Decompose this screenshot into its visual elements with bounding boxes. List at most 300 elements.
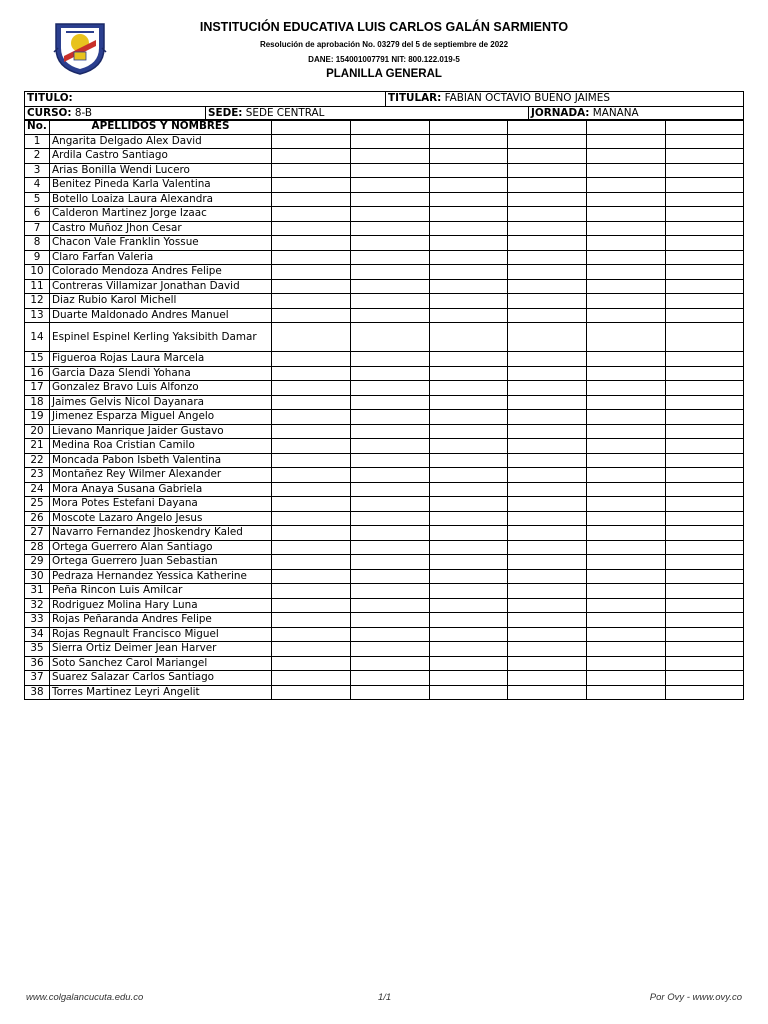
- grade-cell: [430, 482, 508, 497]
- grade-cell: [508, 511, 587, 526]
- grade-cell: [508, 584, 587, 599]
- table-row: [25, 279, 744, 294]
- grade-cell: [666, 598, 744, 613]
- grade-cell: [430, 671, 508, 686]
- grade-cell: [430, 685, 508, 700]
- grade-cell: [666, 395, 744, 410]
- grade-cell: [272, 366, 351, 381]
- student-number: 36: [25, 656, 50, 671]
- grade-cell: [508, 294, 587, 309]
- student-number: 19: [25, 410, 50, 425]
- jornada-value: MAÑANA: [592, 106, 639, 119]
- grade-cell: [508, 439, 587, 454]
- grade-column-header: [430, 120, 508, 135]
- grade-cell: [272, 308, 351, 323]
- student-name: Ortega Guerrero Alan Santiago: [50, 540, 272, 555]
- grade-cell: [430, 366, 508, 381]
- grade-cell: [666, 497, 744, 512]
- grade-cell: [272, 207, 351, 222]
- student-number: 17: [25, 381, 50, 396]
- grade-cell: [666, 366, 744, 381]
- grade-cell: [430, 163, 508, 178]
- grade-cell: [351, 685, 430, 700]
- grade-cell: [666, 192, 744, 207]
- grade-cell: [508, 468, 587, 483]
- titular-cell: [386, 92, 744, 107]
- student-number: 14: [25, 323, 50, 352]
- grade-cell: [666, 627, 744, 642]
- grade-cell: [587, 598, 666, 613]
- grade-cell: [351, 395, 430, 410]
- grade-cell: [351, 540, 430, 555]
- grade-cell: [666, 584, 744, 599]
- table-row: [25, 381, 744, 396]
- student-name: Suarez Salazar Carlos Santiago: [50, 671, 272, 686]
- table-row: [25, 569, 744, 584]
- table-row: [25, 308, 744, 323]
- student-number: 4: [25, 178, 50, 193]
- student-name: Calderon Martinez Jorge Izaac: [50, 207, 272, 222]
- table-row: [25, 685, 744, 700]
- grade-cell: [272, 584, 351, 599]
- grade-cell: [508, 381, 587, 396]
- grade-cell: [430, 555, 508, 570]
- student-name: Chacon Vale Franklin Yossue: [50, 236, 272, 251]
- grade-cell: [508, 642, 587, 657]
- grade-cell: [666, 526, 744, 541]
- grade-cell: [587, 482, 666, 497]
- student-number: 29: [25, 555, 50, 570]
- student-name: Contreras Villamizar Jonathan David: [50, 279, 272, 294]
- table-row: [25, 250, 744, 265]
- student-number: 13: [25, 308, 50, 323]
- student-number: 9: [25, 250, 50, 265]
- grade-cell: [351, 294, 430, 309]
- grade-cell: [666, 671, 744, 686]
- table-row: [25, 352, 744, 367]
- grade-cell: [430, 613, 508, 628]
- student-number: 25: [25, 497, 50, 512]
- table-row: [25, 163, 744, 178]
- grade-cell: [272, 395, 351, 410]
- grade-cell: [666, 207, 744, 222]
- student-name: Mora Anaya Susana Gabriela: [50, 482, 272, 497]
- student-name: Sierra Ortiz Deimer Jean Harver: [50, 642, 272, 657]
- curso-value: 8-B: [74, 106, 92, 119]
- grade-cell: [587, 453, 666, 468]
- student-name: Castro Muñoz Jhon Cesar: [50, 221, 272, 236]
- grade-cell: [666, 250, 744, 265]
- student-number: 27: [25, 526, 50, 541]
- table-row: [25, 627, 744, 642]
- grade-cell: [430, 598, 508, 613]
- institution-name: INSTITUCIÓN EDUCATIVA LUIS CARLOS GALÁN SARMIENTO: [199, 20, 569, 34]
- curso-label: CURSO:: [27, 106, 72, 119]
- student-name: Navarro Fernandez Jhoskendry Kaled: [50, 526, 272, 541]
- grade-cell: [587, 221, 666, 236]
- grade-cell: [508, 526, 587, 541]
- table-row: [25, 598, 744, 613]
- course-info-table: [24, 91, 744, 121]
- grade-cell: [351, 468, 430, 483]
- grade-cell: [587, 192, 666, 207]
- grade-cell: [272, 555, 351, 570]
- approval-resolution: Resolución de aprobación No. 03279 del 5 de septiembre de 2022: [259, 40, 509, 49]
- grade-cell: [666, 482, 744, 497]
- student-number: 33: [25, 613, 50, 628]
- student-name: Soto Sanchez Carol Mariangel: [50, 656, 272, 671]
- grade-cell: [508, 453, 587, 468]
- grade-cell: [272, 424, 351, 439]
- student-number: 34: [25, 627, 50, 642]
- grade-cell: [351, 453, 430, 468]
- grade-cell: [272, 352, 351, 367]
- table-row: [25, 149, 744, 164]
- roster-header-row: [25, 120, 744, 135]
- grade-cell: [272, 671, 351, 686]
- grade-cell: [587, 149, 666, 164]
- grade-cell: [351, 584, 430, 599]
- grade-cell: [272, 468, 351, 483]
- grade-cell: [351, 526, 430, 541]
- grade-cell: [430, 656, 508, 671]
- grade-cell: [666, 163, 744, 178]
- grade-cell: [508, 352, 587, 367]
- grade-cell: [351, 323, 430, 352]
- grade-cell: [587, 671, 666, 686]
- student-name: Rodriguez Molina Hary Luna: [50, 598, 272, 613]
- table-row: [25, 468, 744, 483]
- grade-column-header: [272, 120, 351, 135]
- titular-label: TITULAR:: [388, 92, 442, 105]
- table-row: [25, 192, 744, 207]
- grade-column-header: [508, 120, 587, 135]
- grade-cell: [351, 163, 430, 178]
- table-row: [25, 656, 744, 671]
- grade-cell: [587, 555, 666, 570]
- grade-cell: [351, 221, 430, 236]
- grade-cell: [351, 352, 430, 367]
- student-number: 16: [25, 366, 50, 381]
- grade-cell: [666, 323, 744, 352]
- grade-cell: [508, 395, 587, 410]
- grade-cell: [587, 569, 666, 584]
- student-number: 37: [25, 671, 50, 686]
- grade-cell: [666, 540, 744, 555]
- grade-cell: [430, 511, 508, 526]
- grade-cell: [272, 540, 351, 555]
- grade-cell: [430, 540, 508, 555]
- grade-cell: [351, 613, 430, 628]
- grade-cell: [430, 265, 508, 280]
- grade-cell: [272, 526, 351, 541]
- student-number: 6: [25, 207, 50, 222]
- table-row: [25, 439, 744, 454]
- grade-cell: [351, 671, 430, 686]
- student-roster-table: [24, 119, 744, 700]
- grade-cell: [430, 584, 508, 599]
- table-row: [25, 265, 744, 280]
- table-row: [25, 613, 744, 628]
- grade-cell: [666, 149, 744, 164]
- grade-cell: [508, 308, 587, 323]
- grade-cell: [508, 613, 587, 628]
- grade-cell: [508, 163, 587, 178]
- student-name: Botello Loaiza Laura Alexandra: [50, 192, 272, 207]
- meta-row-title: [25, 92, 744, 107]
- grade-cell: [508, 671, 587, 686]
- student-name: Torres Martinez Leyri Angelit: [50, 685, 272, 700]
- grade-cell: [430, 250, 508, 265]
- student-name: Claro Farfan Valeria: [50, 250, 272, 265]
- grade-cell: [666, 424, 744, 439]
- grade-cell: [666, 468, 744, 483]
- grade-cell: [272, 482, 351, 497]
- grade-cell: [508, 178, 587, 193]
- name-column-header: APELLIDOS Y NOMBRES: [50, 120, 272, 135]
- grade-cell: [351, 410, 430, 425]
- grade-cell: [272, 685, 351, 700]
- grade-cell: [272, 279, 351, 294]
- grade-cell: [430, 497, 508, 512]
- grade-cell: [272, 236, 351, 251]
- student-name: Mora Potes Estefani Dayana: [50, 497, 272, 512]
- grade-cell: [587, 584, 666, 599]
- table-row: [25, 453, 744, 468]
- grade-cell: [666, 381, 744, 396]
- grade-cell: [666, 439, 744, 454]
- grade-cell: [587, 250, 666, 265]
- grade-cell: [351, 656, 430, 671]
- student-name: Peña Rincon Luis Amilcar: [50, 584, 272, 599]
- student-number: 38: [25, 685, 50, 700]
- student-number: 32: [25, 598, 50, 613]
- grade-cell: [508, 598, 587, 613]
- table-row: [25, 221, 744, 236]
- grade-cell: [587, 685, 666, 700]
- grade-cell: [666, 236, 744, 251]
- titulo-cell: [25, 92, 386, 107]
- grade-cell: [587, 381, 666, 396]
- titulo-label: TITULO:: [27, 92, 73, 105]
- student-number: 35: [25, 642, 50, 657]
- grade-cell: [272, 627, 351, 642]
- grade-cell: [666, 178, 744, 193]
- grade-cell: [272, 453, 351, 468]
- grade-cell: [508, 627, 587, 642]
- grade-cell: [351, 381, 430, 396]
- dane-nit: DANE: 154001007791 NIT: 800.122.019-5: [308, 55, 460, 64]
- student-name: Rojas Peñaranda Andres Felipe: [50, 613, 272, 628]
- sheet-title: PLANILLA GENERAL: [326, 68, 442, 80]
- grade-cell: [351, 308, 430, 323]
- student-number: 8: [25, 236, 50, 251]
- grade-cell: [587, 163, 666, 178]
- grade-cell: [351, 207, 430, 222]
- grade-cell: [508, 685, 587, 700]
- grade-cell: [666, 410, 744, 425]
- roster-body: [25, 134, 744, 700]
- student-name: Angarita Delgado Alex David: [50, 134, 272, 149]
- grade-cell: [666, 555, 744, 570]
- grade-cell: [508, 221, 587, 236]
- grade-cell: [272, 410, 351, 425]
- grade-column-header: [666, 120, 744, 135]
- grade-cell: [587, 265, 666, 280]
- grade-cell: [587, 178, 666, 193]
- grade-cell: [508, 192, 587, 207]
- grade-cell: [587, 308, 666, 323]
- student-number: 31: [25, 584, 50, 599]
- jornada-label: JORNADA:: [531, 106, 590, 119]
- grade-column-header: [587, 120, 666, 135]
- student-number: 18: [25, 395, 50, 410]
- grade-cell: [351, 366, 430, 381]
- student-name: Moscote Lazaro Angelo Jesus: [50, 511, 272, 526]
- grade-cell: [666, 294, 744, 309]
- table-row: [25, 395, 744, 410]
- grade-cell: [587, 627, 666, 642]
- number-column-header: No.: [25, 120, 50, 135]
- table-row: [25, 410, 744, 425]
- grade-cell: [272, 323, 351, 352]
- student-number: 15: [25, 352, 50, 367]
- grade-cell: [272, 149, 351, 164]
- grade-cell: [272, 613, 351, 628]
- grade-cell: [587, 395, 666, 410]
- grade-cell: [666, 221, 744, 236]
- student-number: 5: [25, 192, 50, 207]
- student-name: Diaz Rubio Karol Michell: [50, 294, 272, 309]
- student-number: 3: [25, 163, 50, 178]
- grade-cell: [430, 410, 508, 425]
- student-name: Espinel Espinel Kerling Yaksibith Damar: [50, 323, 272, 352]
- grade-cell: [666, 134, 744, 149]
- grade-cell: [351, 236, 430, 251]
- grade-cell: [272, 294, 351, 309]
- grade-cell: [351, 279, 430, 294]
- grade-cell: [351, 482, 430, 497]
- student-number: 21: [25, 439, 50, 454]
- student-number: 11: [25, 279, 50, 294]
- grade-cell: [351, 555, 430, 570]
- grade-cell: [587, 656, 666, 671]
- grade-cell: [272, 265, 351, 280]
- grade-cell: [430, 395, 508, 410]
- grade-cell: [587, 410, 666, 425]
- student-name: Ortega Guerrero Juan Sebastian: [50, 555, 272, 570]
- grade-cell: [272, 511, 351, 526]
- student-name: Ardila Castro Santiago: [50, 149, 272, 164]
- table-row: [25, 540, 744, 555]
- student-name: Garcia Daza Slendi Yohana: [50, 366, 272, 381]
- table-row: [25, 366, 744, 381]
- grade-cell: [351, 192, 430, 207]
- grade-cell: [587, 294, 666, 309]
- student-name: Benitez Pineda Karla Valentina: [50, 178, 272, 193]
- grade-cell: [351, 424, 430, 439]
- table-row: [25, 134, 744, 149]
- table-row: [25, 584, 744, 599]
- grade-cell: [272, 598, 351, 613]
- grade-cell: [508, 250, 587, 265]
- student-number: 22: [25, 453, 50, 468]
- table-row: [25, 178, 744, 193]
- grade-cell: [430, 192, 508, 207]
- grade-cell: [508, 134, 587, 149]
- grade-cell: [430, 439, 508, 454]
- grade-cell: [508, 555, 587, 570]
- grade-cell: [587, 511, 666, 526]
- grade-column-header: [351, 120, 430, 135]
- grade-cell: [351, 250, 430, 265]
- grade-cell: [351, 511, 430, 526]
- grade-cell: [587, 236, 666, 251]
- grade-cell: [587, 134, 666, 149]
- student-number: 24: [25, 482, 50, 497]
- grade-cell: [587, 366, 666, 381]
- student-number: 1: [25, 134, 50, 149]
- titular-value: FABIAN OCTAVIO BUENO JAIMES: [444, 92, 610, 105]
- grade-cell: [430, 627, 508, 642]
- grade-cell: [587, 468, 666, 483]
- grade-cell: [587, 279, 666, 294]
- student-name: Lievano Manrique Jaider Gustavo: [50, 424, 272, 439]
- grade-cell: [351, 642, 430, 657]
- grade-cell: [351, 439, 430, 454]
- grade-cell: [587, 613, 666, 628]
- grade-cell: [666, 279, 744, 294]
- grade-cell: [666, 511, 744, 526]
- grade-cell: [666, 308, 744, 323]
- grade-cell: [587, 526, 666, 541]
- grade-cell: [508, 482, 587, 497]
- grade-cell: [587, 642, 666, 657]
- grade-cell: [430, 352, 508, 367]
- student-name: Rojas Regnault Francisco Miguel: [50, 627, 272, 642]
- grade-cell: [351, 569, 430, 584]
- grade-cell: [430, 308, 508, 323]
- student-number: 26: [25, 511, 50, 526]
- grade-cell: [666, 453, 744, 468]
- grade-cell: [430, 569, 508, 584]
- table-row: [25, 294, 744, 309]
- grade-cell: [272, 163, 351, 178]
- grade-cell: [430, 453, 508, 468]
- student-number: 30: [25, 569, 50, 584]
- grade-cell: [351, 149, 430, 164]
- student-name: Colorado Mendoza Andres Felipe: [50, 265, 272, 280]
- student-name: Arias Bonilla Wendi Lucero: [50, 163, 272, 178]
- table-row: [25, 642, 744, 657]
- grade-cell: [351, 627, 430, 642]
- grade-cell: [272, 134, 351, 149]
- grade-cell: [666, 352, 744, 367]
- grade-cell: [430, 294, 508, 309]
- grade-cell: [351, 134, 430, 149]
- grade-cell: [587, 352, 666, 367]
- student-name: Gonzalez Bravo Luis Alfonzo: [50, 381, 272, 396]
- grade-cell: [508, 279, 587, 294]
- grade-cell: [351, 265, 430, 280]
- grade-cell: [272, 656, 351, 671]
- grade-cell: [587, 424, 666, 439]
- table-row: [25, 482, 744, 497]
- grade-cell: [351, 497, 430, 512]
- grade-cell: [666, 685, 744, 700]
- student-number: 12: [25, 294, 50, 309]
- grade-cell: [430, 381, 508, 396]
